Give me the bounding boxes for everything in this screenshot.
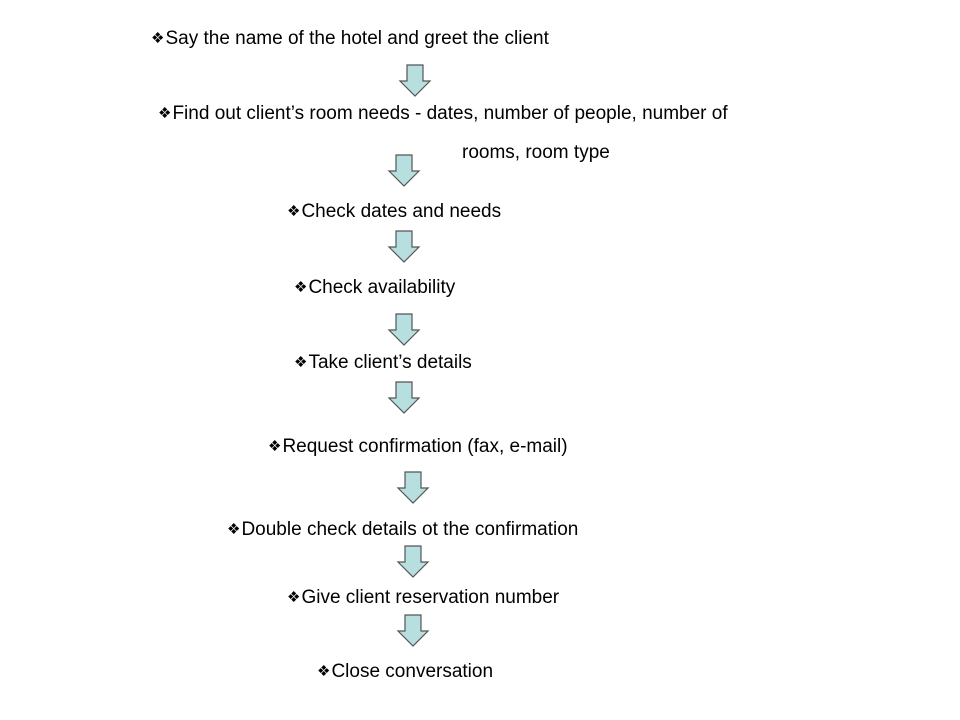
diamond-bullet-icon: ❖: [287, 203, 301, 220]
step-text: Find out client’s room needs - dates, number of people, number of: [172, 103, 728, 124]
diamond-bullet-icon: ❖: [151, 30, 165, 47]
down-arrow-icon: [396, 471, 430, 505]
down-arrow-icon: [387, 313, 421, 347]
step-text: Double check details ot the confirmation: [241, 519, 579, 540]
step-give-reservation-number: [287, 587, 559, 610]
step-text: Request confirmation (fax, e-mail): [282, 436, 568, 457]
step-text: Check dates and needs: [301, 201, 502, 222]
down-arrow-icon: [398, 64, 432, 98]
down-arrow-icon: [387, 230, 421, 264]
diamond-bullet-icon: ❖: [227, 521, 241, 538]
step-room-needs: [158, 103, 728, 126]
diamond-bullet-icon: ❖: [268, 438, 282, 455]
down-arrow-icon: [387, 154, 421, 188]
step-text: Check availability: [308, 277, 456, 298]
step-text: Close conversation: [331, 661, 494, 682]
diamond-bullet-icon: ❖: [294, 354, 308, 371]
down-arrow-icon: [396, 545, 430, 579]
step-text: Say the name of the hotel and greet the client: [165, 28, 549, 49]
step-take-details: [294, 352, 472, 375]
step-check-dates: [287, 201, 501, 224]
step-double-check: [227, 519, 578, 542]
down-arrow-icon: [396, 614, 430, 648]
step-room-needs-continuation: [462, 142, 610, 164]
step-greet: [151, 28, 549, 51]
step-request-confirmation: [268, 436, 568, 459]
diamond-bullet-icon: ❖: [158, 105, 172, 122]
step-close-conversation: [317, 661, 493, 684]
step-check-availability: [294, 277, 455, 300]
step-text: rooms, room type: [462, 142, 610, 163]
step-text: Give client reservation number: [301, 587, 560, 608]
diamond-bullet-icon: ❖: [287, 589, 301, 606]
down-arrow-icon: [387, 381, 421, 415]
diamond-bullet-icon: ❖: [294, 279, 308, 296]
step-text: Take client’s details: [308, 352, 472, 373]
diamond-bullet-icon: ❖: [317, 663, 331, 680]
